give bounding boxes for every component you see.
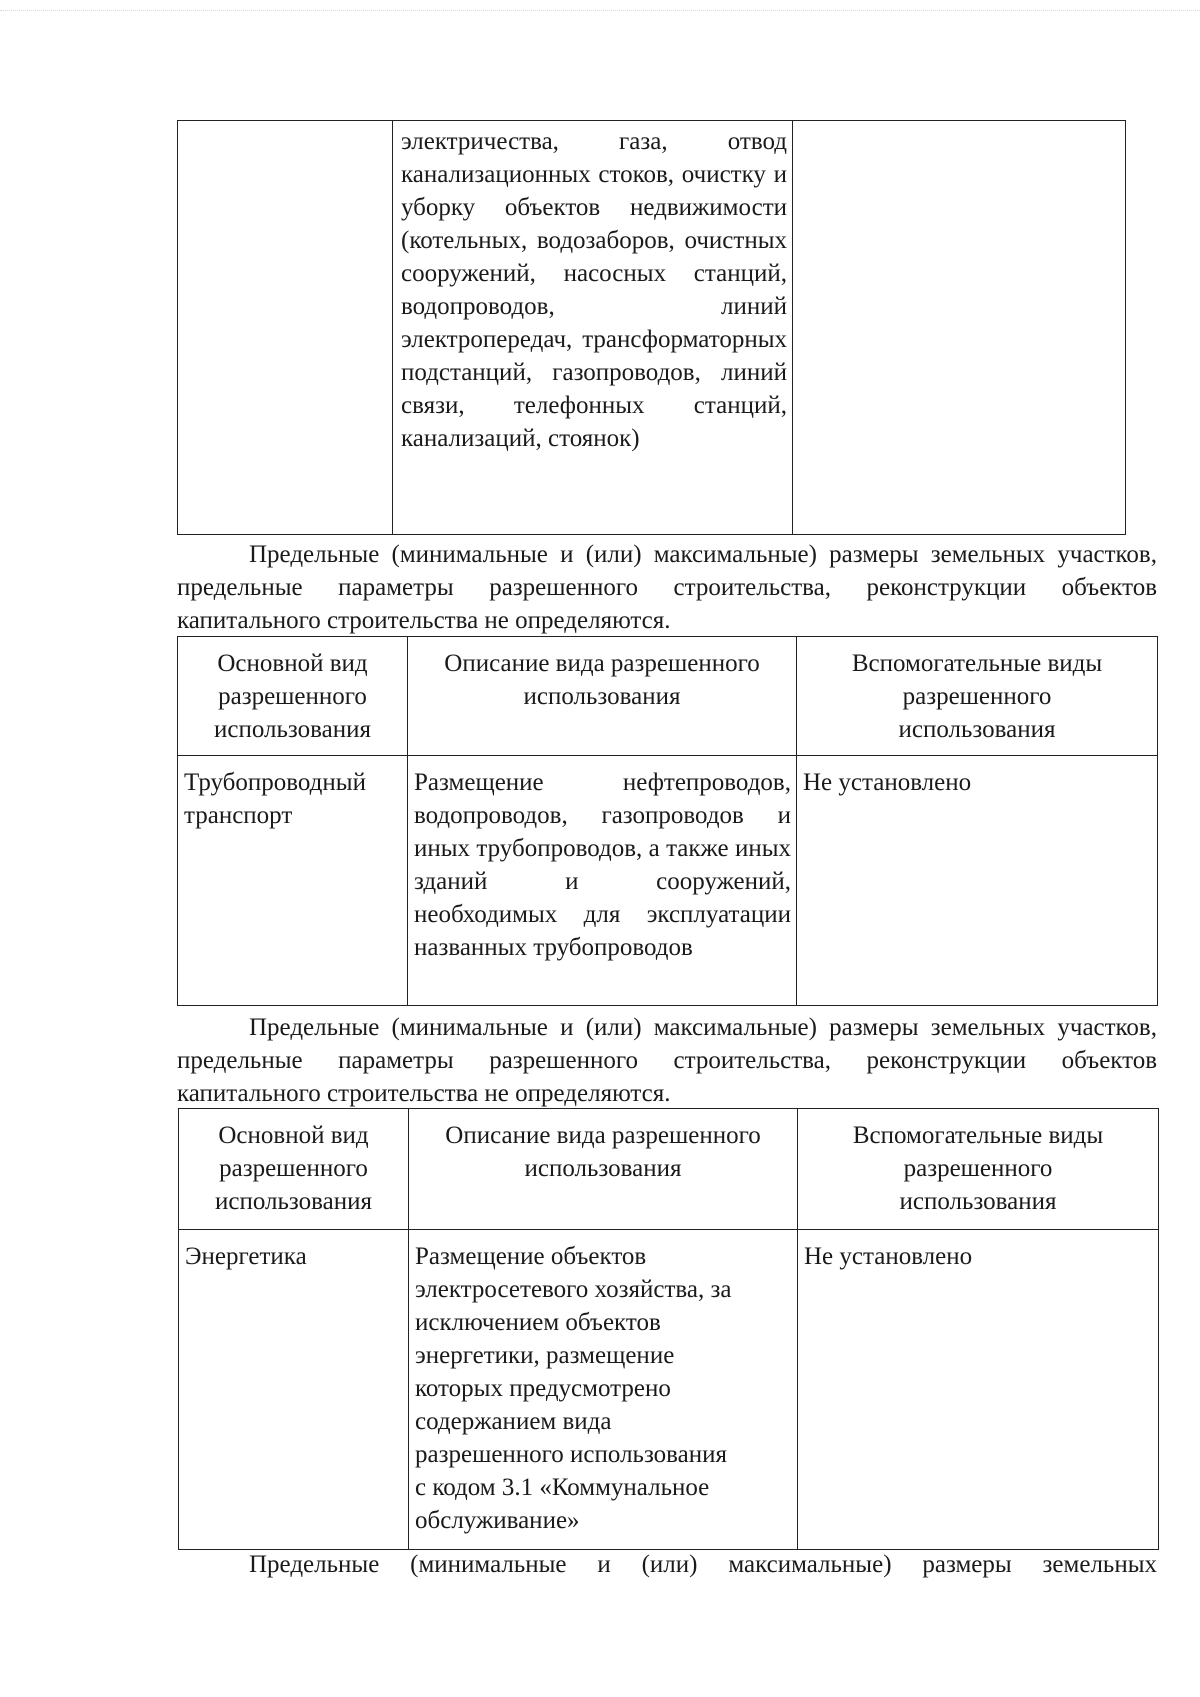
cell-auxiliary-types: Не установлено [803,769,972,796]
table-cell [793,121,1126,535]
table-cell [393,121,793,535]
table-cell [797,756,1158,1006]
table-header-cell [798,1109,1159,1230]
paragraph-limits-2: Предельные (минимальные и (или) максимальные) размеры земельных участков, предельные параметры разрешенного строительства, реконструкции объектов капитального строительства не определяются. [177,1014,1157,1107]
table-cell [409,1230,798,1550]
cell-description: Размещение объектов электросетевого хозяйства, за исключением объектов энергетики, размещение которых предусмотрено содержанием вида разрешенного использования с кодом 3.1 «Коммунальное обслуживание» [415,1243,732,1534]
table-header-row [178,637,1158,756]
cell-main-type: Энергетика [185,1243,307,1270]
table-header-cell [409,1109,798,1230]
table-cell [179,1230,409,1550]
cell-auxiliary-types: Не установлено [804,1243,973,1270]
table-cell [408,756,797,1006]
cell-text: электричества, газа, отвод канализационных стоков, очистку и уборку объектов недвижимости (котельных, водозаборов, очистных сооружений, насосных станций, водопроводов, линий электропередач, трансформаторных подстанций, газопроводов, линий связи, телефонных станций, канализаций, стоянок) [401,128,787,452]
table-row [179,1230,1159,1550]
table-cell [178,121,393,535]
table-header-row [179,1109,1159,1230]
cell-description: Размещение нефтепроводов, водопроводов, газопроводов и иных трубопроводов, а также иных зданий и сооружений, необходимых для эксплуатации названных трубопроводов [414,769,791,961]
table-header-cell [797,637,1158,756]
table-continued [177,120,1126,535]
page-top-edge [0,10,1200,12]
table-pipeline-transport [177,636,1158,1006]
header-auxiliary-types: Вспомогательные виды разрешенного использования [852,1122,1104,1215]
header-main-type: Основной вид разрешенного использования [215,1122,372,1215]
table-header-cell [178,637,408,756]
table-energy [178,1108,1159,1550]
header-description: Описание вида разрешенного использования [445,1122,761,1182]
cell-main-type: Трубопроводный транспорт [184,769,366,829]
table-header-cell [408,637,797,756]
paragraph-limits-3: Предельные (минимальные и (или) максимальные) размеры земельных [249,1551,1157,1578]
header-description: Описание вида разрешенного использования [444,650,760,710]
table-row [178,756,1158,1006]
header-auxiliary-types: Вспомогательные виды разрешенного использования [851,650,1103,743]
table-cell [798,1230,1159,1550]
paragraph-limits-1: Предельные (минимальные и (или) максимальные) размеры земельных участков, предельные параметры разрешенного строительства, реконструкции объектов капитального строительства не определяются. [177,541,1157,634]
table-row [178,121,1126,535]
header-main-type: Основной вид разрешенного использования [214,650,371,743]
table-header-cell [179,1109,409,1230]
table-cell [178,756,408,1006]
